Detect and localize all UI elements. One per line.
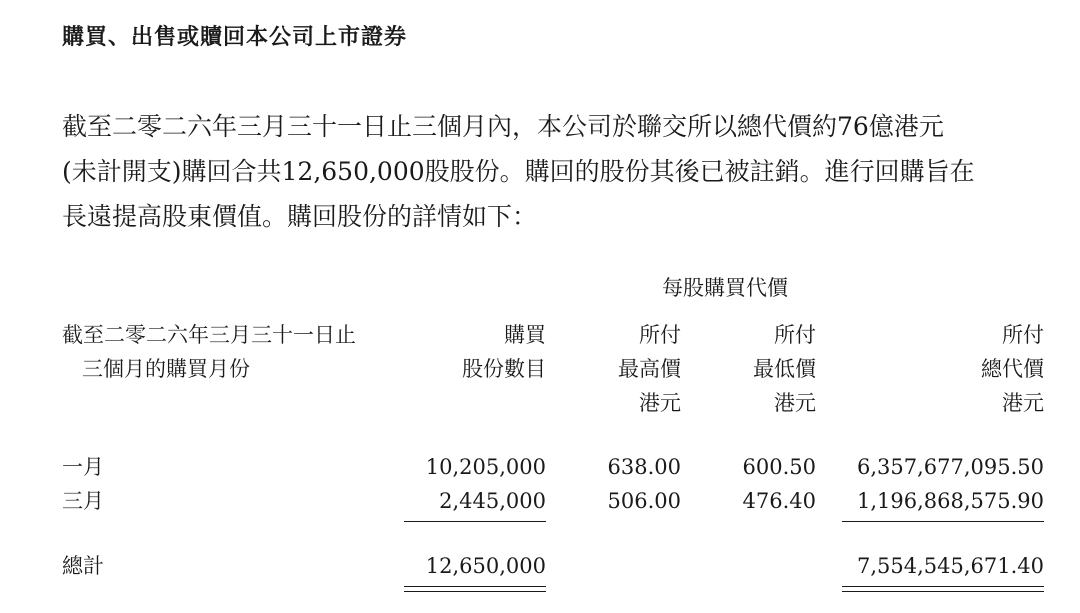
row-low: 476.40 — [742, 489, 816, 513]
subtotal-rule-shares — [404, 521, 546, 522]
total-double-rule-shares — [404, 586, 546, 587]
subtotal-rule-total — [842, 521, 1044, 522]
col-header-high: 港元 — [639, 391, 681, 415]
row-high: 506.00 — [607, 489, 681, 513]
col-header-month: 三個月的購買月份 — [82, 357, 250, 381]
row-total: 6,357,677,095.50 — [856, 455, 1044, 479]
row-low: 600.50 — [742, 455, 816, 479]
col-header-total: 港元 — [1002, 391, 1044, 415]
total-label: 總計 — [62, 554, 104, 578]
col-header-high: 所付 — [639, 323, 681, 347]
col-header-total: 總代價 — [981, 357, 1044, 381]
total-double-rule-shares — [404, 591, 546, 592]
row-shares: 10,205,000 — [425, 455, 546, 479]
row-total: 1,196,868,575.90 — [856, 489, 1044, 513]
col-header-month: 截至二零二六年三月三十一日止 — [62, 323, 356, 347]
col-header-low: 所付 — [774, 323, 816, 347]
total-shares: 12,650,000 — [425, 554, 546, 578]
total-amount: 7,554,545,671.40 — [856, 554, 1044, 578]
row-shares: 2,445,000 — [439, 489, 546, 513]
section-heading: 購買、出售或贖回本公司上市證券 — [62, 25, 408, 50]
col-header-shares: 購買 — [504, 323, 546, 347]
paragraph-line: (未計開支)購回合共12,650,000股股份。購回的股份其後已被註銷。進行回購旨在 — [62, 157, 975, 186]
row-high: 638.00 — [607, 455, 681, 479]
row-month: 一月 — [62, 455, 104, 479]
total-double-rule-total — [842, 586, 1044, 587]
col-header-low: 港元 — [774, 391, 816, 415]
col-header-high: 最高價 — [618, 357, 681, 381]
group-header-price-per-share: 每股購買代價 — [662, 276, 788, 300]
col-header-low: 最低價 — [753, 357, 816, 381]
col-header-total: 所付 — [1002, 323, 1044, 347]
paragraph-line: 截至二零二六年三月三十一日止三個月內，本公司於聯交所以總代價約76億港元 — [62, 112, 944, 141]
paragraph-line: 長遠提高股東價值。購回股份的詳情如下： — [62, 202, 538, 231]
col-header-shares: 股份數目 — [462, 357, 546, 381]
total-double-rule-total — [842, 591, 1044, 592]
row-month: 三月 — [62, 489, 104, 513]
body-paragraph — [62, 104, 1047, 239]
